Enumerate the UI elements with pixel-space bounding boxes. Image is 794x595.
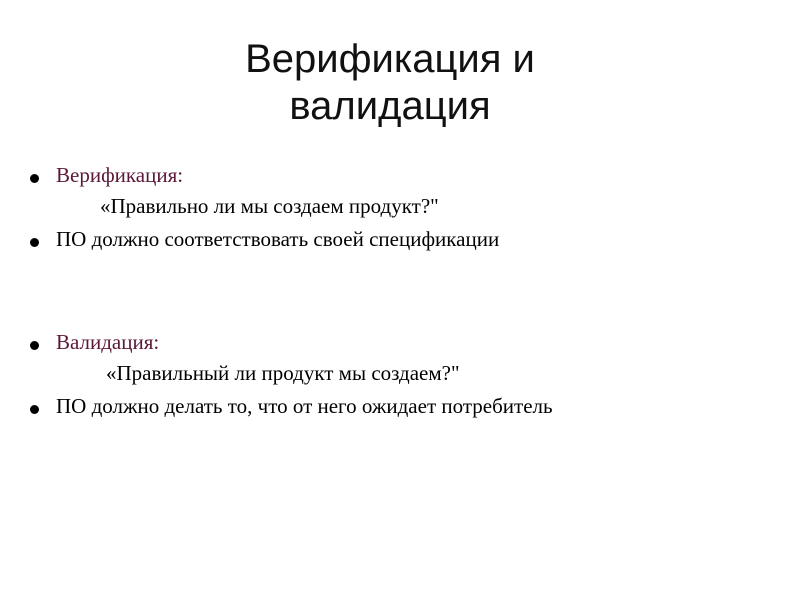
bullet-icon [30,341,39,350]
bullet-icon [30,174,39,183]
bullet-icon [30,238,39,247]
slide-title-line-2: валидация [289,84,491,128]
validation-heading: Валидация: [56,330,160,354]
bullet-icon [30,405,39,414]
verification-question: «Правильно ли мы создаем продукт?" [100,194,439,218]
validation-description: ПО должно делать то, что от него ожидает потребитель [56,394,553,418]
slide-title [130,36,650,130]
slide-title-line-1: Верификация и [245,37,535,81]
verification-description: ПО должно соответствовать своей спецификации [56,227,500,251]
validation-question: «Правильный ли продукт мы создаем?" [106,361,460,385]
verification-heading: Верификация: [56,163,184,187]
